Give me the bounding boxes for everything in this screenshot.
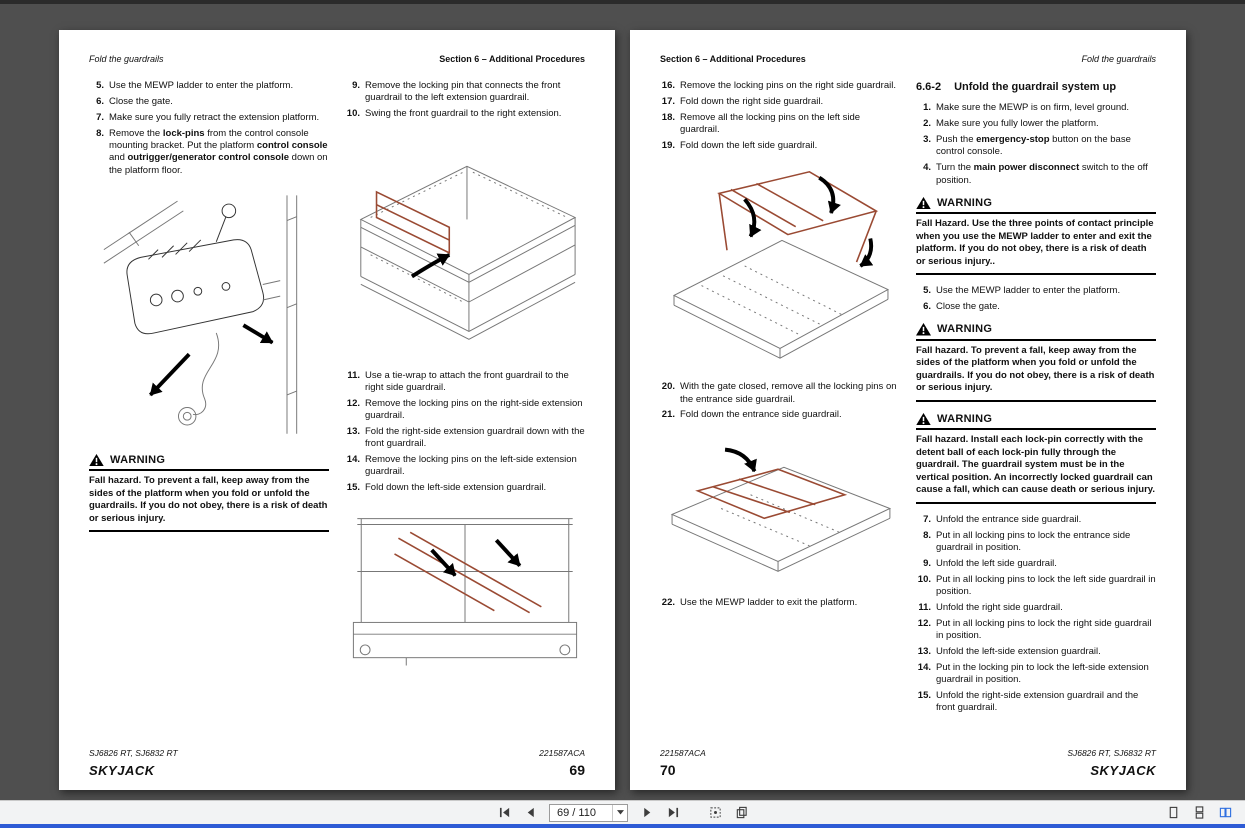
warning-text: Fall hazard. Install each lock-pin correctly with the detent ball of each lock-pin fully through the guardrail. The guardrail system must be in the vertical position. An incorrectly locked guardrail can cause a fall, which can cause death or serious injury. bbox=[916, 434, 1156, 504]
procedure-step: 7. Unfold the entrance side guardrail. bbox=[923, 513, 1082, 525]
procedure-step: 15. Unfold the right-side extension guardrail and the front guardrail. bbox=[917, 689, 1139, 714]
step-list bbox=[916, 102, 1156, 187]
illustration-control-console bbox=[89, 191, 329, 439]
step-list bbox=[660, 381, 900, 422]
warning-block bbox=[916, 412, 1156, 504]
procedure-step: 14. Put in the locking pin to lock the left-side extension guardrail in position. bbox=[917, 661, 1149, 686]
warning-block bbox=[916, 196, 1156, 275]
page-footer bbox=[89, 748, 585, 778]
section-heading bbox=[916, 80, 1156, 94]
section-title: Unfold the guardrail system up bbox=[954, 81, 1117, 93]
footer-doc-number: 221587ACA bbox=[539, 748, 585, 758]
step-list bbox=[660, 597, 900, 609]
skyjack-logo: SKYJACK bbox=[89, 763, 155, 778]
illustration-guardrails-folded-flat bbox=[660, 430, 900, 587]
first-page-button[interactable] bbox=[492, 802, 516, 824]
bottom-accent-bar bbox=[0, 824, 1245, 828]
step-list bbox=[916, 285, 1156, 313]
procedure-step: 16. Remove the locking pins on the right side guardrail. bbox=[661, 80, 896, 91]
warning-triangle-icon bbox=[89, 454, 104, 467]
page-header bbox=[660, 54, 1156, 64]
warning-triangle-icon bbox=[916, 197, 931, 210]
page-number-box bbox=[549, 804, 628, 822]
header-section-title: Section 6 – Additional Procedures bbox=[439, 54, 585, 64]
procedure-step: 1. Make sure the MEWP is on firm, level ground. bbox=[923, 102, 1130, 114]
page-number: 69 bbox=[569, 762, 585, 778]
warning-triangle-icon bbox=[916, 323, 931, 336]
procedure-step: 17. Fold down the right side guardrail. bbox=[661, 95, 824, 107]
procedure-step: 6. Close the gate. bbox=[923, 301, 1000, 313]
procedure-step: 8. Remove the lock-pins from the control console mounting bracket. Put the platform control console and outrigger/generator control console down on the platform floor. bbox=[96, 127, 328, 176]
column-right bbox=[345, 80, 585, 699]
previous-page-button[interactable] bbox=[518, 802, 542, 824]
next-page-button[interactable] bbox=[635, 802, 659, 824]
snapshot-icon[interactable] bbox=[703, 802, 727, 824]
column-right bbox=[916, 80, 1156, 721]
procedure-step: 12. Remove the locking pins on the right-side extension guardrail. bbox=[346, 397, 583, 422]
header-section-title: Section 6 – Additional Procedures bbox=[660, 54, 806, 64]
procedure-step: 5. Use the MEWP ladder to enter the platform. bbox=[96, 80, 294, 91]
pdf-page-69 bbox=[59, 30, 615, 790]
column-left bbox=[660, 80, 900, 721]
column-left bbox=[89, 80, 329, 699]
procedure-step: 21. Fold down the entrance side guardrail. bbox=[661, 409, 842, 421]
clipboard-icon[interactable] bbox=[729, 802, 753, 824]
warning-text: Fall Hazard. Use the three points of contact principle when you use the MEWP ladder to enter and exit the platform. If you do not obey, there is a risk of death or serious injury.. bbox=[916, 218, 1156, 275]
header-running-title: Fold the guardrails bbox=[89, 54, 164, 64]
warning-label: WARNING bbox=[937, 196, 993, 209]
illustration-platform-guardrails-iso bbox=[345, 129, 585, 360]
warning-block bbox=[916, 322, 1156, 401]
procedure-step: 20. With the gate closed, remove all the locking pins on the entrance side guardrail. bbox=[661, 381, 897, 405]
footer-model: SJ6826 RT, SJ6832 RT bbox=[89, 748, 178, 758]
facing-view-icon[interactable] bbox=[1213, 802, 1237, 824]
procedure-step: 3. Push the emergency-stop button on the base control console. bbox=[923, 133, 1131, 158]
section-number: 6.6-2 bbox=[916, 81, 942, 93]
page-number: 70 bbox=[660, 762, 676, 778]
warning-triangle-icon bbox=[916, 413, 931, 426]
footer-doc-number: 221587ACA bbox=[660, 748, 706, 758]
pdf-canvas[interactable] bbox=[0, 4, 1245, 800]
page-footer bbox=[660, 748, 1156, 778]
page-header bbox=[89, 54, 585, 64]
step-list bbox=[660, 80, 900, 152]
procedure-step: 9. Unfold the left side guardrail. bbox=[923, 557, 1057, 569]
warning-header bbox=[916, 322, 1156, 340]
procedure-step: 13. Unfold the left-side extension guardrail. bbox=[917, 645, 1101, 657]
warning-text: Fall hazard. To prevent a fall, keep away from the sides of the platform when you fold or unfold the guardrails. If you do not obey, there is a risk of death or serious injury. bbox=[89, 475, 329, 532]
illustration-platform-front-folded bbox=[345, 503, 585, 689]
warning-header bbox=[916, 196, 1156, 214]
procedure-step: 14. Remove the locking pins on the left-side extension guardrail. bbox=[346, 454, 577, 478]
procedure-step: 6. Close the gate. bbox=[96, 95, 173, 107]
procedure-step: 2. Make sure you fully lower the platform. bbox=[923, 118, 1099, 130]
step-list bbox=[345, 80, 585, 121]
procedure-step: 8. Put in all locking pins to lock the entrance side guardrail in position. bbox=[923, 529, 1131, 554]
procedure-step: 15. Fold down the left-side extension guardrail. bbox=[346, 482, 547, 494]
step-list bbox=[345, 370, 585, 495]
procedure-step: 4. Turn the main power disconnect switch to the off position. bbox=[923, 162, 1148, 186]
procedure-step: 22. Use the MEWP ladder to exit the platform. bbox=[661, 596, 858, 608]
procedure-step: 11. Use a tie-wrap to attach the front guardrail to the right side guardrail. bbox=[347, 369, 569, 393]
procedure-step: 5. Use the MEWP ladder to enter the platform. bbox=[923, 285, 1121, 297]
procedure-step: 12. Put in all locking pins to lock the right side guardrail in position. bbox=[917, 617, 1152, 642]
step-list bbox=[916, 514, 1156, 715]
single-page-view-icon[interactable] bbox=[1161, 802, 1185, 824]
viewer-toolbar bbox=[0, 800, 1245, 824]
warning-header bbox=[916, 412, 1156, 430]
procedure-step: 7. Make sure you fully retract the extension platform. bbox=[96, 111, 320, 123]
warning-text: Fall hazard. To prevent a fall, keep away from the sides of the platform when you fold or unfold the guardrails. If you do not obey, there is a risk of death or serious injury. bbox=[916, 345, 1156, 402]
warning-label: WARNING bbox=[937, 412, 993, 425]
warning-header bbox=[89, 453, 329, 471]
procedure-step: 10. Swing the front guardrail to the right extension. bbox=[346, 108, 562, 120]
procedure-step: 10. Put in all locking pins to lock the left side guardrail in position. bbox=[917, 573, 1156, 598]
warning-label: WARNING bbox=[937, 323, 993, 336]
footer-model: SJ6826 RT, SJ6832 RT bbox=[1067, 748, 1156, 758]
page-dropdown-caret-icon[interactable] bbox=[612, 805, 627, 821]
header-running-title: Fold the guardrails bbox=[1081, 54, 1156, 64]
procedure-step: 19. Fold down the left side guardrail. bbox=[661, 139, 818, 151]
page-number-input[interactable] bbox=[550, 807, 612, 819]
continuous-view-icon[interactable] bbox=[1187, 802, 1211, 824]
step-list bbox=[89, 80, 329, 177]
procedure-step: 18. Remove all the locking pins on the left side guardrail. bbox=[661, 111, 861, 136]
skyjack-logo: SKYJACK bbox=[1090, 763, 1156, 778]
procedure-step: 11. Unfold the right side guardrail. bbox=[918, 601, 1063, 613]
illustration-guardrails-folding-iso bbox=[660, 160, 900, 371]
procedure-step: 9. Remove the locking pin that connects the front guardrail to the left extension guardrail. bbox=[352, 80, 561, 104]
warning-label: WARNING bbox=[110, 453, 166, 466]
last-page-button[interactable] bbox=[661, 802, 685, 824]
pdf-page-70 bbox=[630, 30, 1186, 790]
warning-block bbox=[89, 453, 329, 532]
procedure-step: 13. Fold the right-side extension guardrail down with the front guardrail. bbox=[346, 425, 585, 450]
